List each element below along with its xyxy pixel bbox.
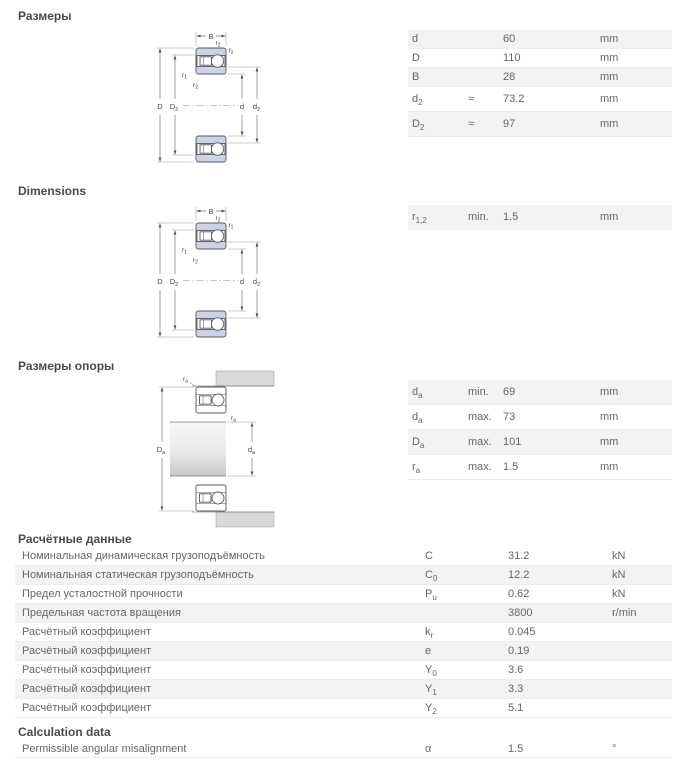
parameter-label: Permissible angular misalignment [22, 742, 187, 755]
parameter-label: Расчётный коэффициент [22, 645, 152, 657]
bearing-cross-section-diagram [150, 203, 280, 353]
unit-cell: mm [600, 118, 619, 130]
table-row [408, 430, 672, 455]
dim-label-ra-inner: $r_a$ [231, 415, 236, 424]
table-row [408, 405, 672, 430]
value-cell: 1.5 [503, 211, 519, 223]
unit-cell: mm [600, 436, 619, 448]
symbol-cell: $Y_1$ [425, 683, 437, 698]
dim-label-ra-top: $r_a$ [183, 376, 188, 385]
bearing-cross-section-diagram [150, 28, 280, 178]
symbol-cell: $D_2$ [412, 118, 425, 133]
table-row [15, 623, 672, 642]
value-cell: 73 [503, 411, 516, 423]
parameter-label: Расчётный коэффициент [22, 702, 152, 714]
value-cell: 1.5 [503, 461, 519, 473]
table-row [15, 604, 672, 623]
unit-cell: kN [612, 569, 626, 581]
unit-cell: kN [612, 588, 626, 600]
section-heading-dimensions-en: Dimensions [18, 184, 87, 198]
value-cell: 0.19 [508, 645, 530, 657]
abutment-dimensions-diagram [152, 370, 282, 528]
unit-cell: mm [600, 93, 619, 105]
unit-cell: mm [600, 461, 619, 473]
value-cell: 1.5 [508, 742, 524, 755]
unit-cell: mm [600, 52, 619, 64]
dim-label-D2: $D_2$ [169, 102, 179, 113]
dim-label-r1-left: $r_1$ [182, 72, 187, 81]
table-row [15, 547, 672, 566]
symbol-cell: C [425, 550, 433, 562]
table-row [15, 680, 672, 699]
symbol-cell: d [412, 33, 419, 45]
dim-label-d: d [239, 277, 245, 286]
symbol-cell: $P_u$ [425, 588, 437, 603]
parameter-label: Номинальная статическая грузоподъёмность [22, 569, 254, 581]
symbol-cell: $r_a$ [412, 461, 421, 476]
dim-label-D: D [157, 277, 163, 286]
dim-label-d: d [239, 102, 245, 111]
dim-label-r1-left: $r_1$ [182, 247, 187, 256]
symbol-cell: $C_0$ [425, 569, 438, 584]
value-cell: 101 [503, 436, 522, 448]
table-row [408, 205, 672, 230]
qualifier-cell: ≈ [468, 93, 475, 105]
table-row [15, 585, 672, 604]
symbol-cell: $d_a$ [412, 411, 423, 426]
dim-label-da: $d_a$ [247, 445, 256, 456]
unit-cell: r/min [612, 607, 637, 619]
symbol-cell: α [425, 742, 432, 755]
housing-section [216, 512, 274, 527]
table-row [408, 87, 672, 112]
section-heading-dimensions-ru: Размеры [18, 9, 72, 23]
symbol-cell: $Y_0$ [425, 664, 437, 679]
unit-cell: mm [600, 71, 619, 83]
dim-label-D2: $D_2$ [169, 277, 179, 288]
table-row [15, 642, 672, 661]
dim-label-r2-left: $r_2$ [193, 82, 198, 91]
table-row [15, 661, 672, 680]
table-row [408, 49, 672, 68]
dim-label-r1-right: $r_1$ [228, 222, 234, 231]
parameter-label: Номинальная динамическая грузоподъёмность [22, 550, 265, 562]
symbol-cell: $d_a$ [412, 386, 423, 401]
table-row [408, 112, 672, 137]
symbol-cell: $Y_2$ [425, 702, 437, 717]
unit-cell: mm [600, 411, 619, 423]
unit-cell: mm [600, 386, 619, 398]
qualifier-cell: max. [468, 461, 492, 473]
abutment-table [408, 380, 672, 480]
parameter-label: Предельная частота вращения [22, 607, 181, 619]
unit-cell: mm [600, 33, 619, 45]
value-cell: 28 [503, 71, 516, 83]
value-cell: 31.2 [508, 550, 530, 562]
value-cell: 5.1 [508, 702, 524, 714]
section-heading-calcdata-ru: Расчётные данные [18, 532, 132, 546]
qualifier-cell: min. [468, 211, 489, 223]
table-row [15, 740, 672, 758]
table-row [408, 30, 672, 49]
value-cell: 12.2 [508, 569, 530, 581]
dim-label-r2-top: $r_2$ [215, 215, 221, 224]
value-cell: 0.045 [508, 626, 536, 638]
value-cell: 73.2 [503, 93, 525, 105]
dimensions-table-en [408, 205, 672, 230]
section-heading-abutment: Размеры опоры [18, 359, 115, 373]
unit-cell: kN [612, 550, 626, 562]
unit-cell: mm [600, 211, 619, 223]
table-row [408, 380, 672, 405]
symbol-cell: $k_r$ [425, 626, 434, 641]
value-cell: 0.62 [508, 588, 530, 600]
parameter-label: Расчётный коэффициент [22, 664, 152, 676]
parameter-label: Расчётный коэффициент [22, 626, 152, 638]
value-cell: 3.6 [508, 664, 524, 676]
value-cell: 97 [503, 118, 516, 130]
value-cell: 3800 [508, 607, 533, 619]
dim-label-r2-top: $r_2$ [215, 40, 221, 49]
dim-label-r2-left: $r_2$ [193, 257, 198, 266]
calculation-data-table-en [15, 740, 672, 758]
symbol-cell: e [425, 645, 432, 657]
table-row [15, 699, 672, 718]
symbol-cell: B [412, 71, 420, 83]
table-row [408, 455, 672, 480]
dim-label-D: D [157, 102, 163, 111]
qualifier-cell: ≈ [468, 118, 475, 130]
dim-label-d2: $d_2$ [252, 102, 261, 113]
table-row [408, 68, 672, 87]
dimensions-table-ru [408, 30, 672, 137]
value-cell: 69 [503, 386, 516, 398]
symbol-cell: $d_2$ [412, 93, 423, 108]
value-cell: 60 [503, 33, 516, 45]
dim-label-B: B [208, 31, 214, 41]
symbol-cell: D [412, 52, 420, 64]
dim-label-B: B [208, 206, 214, 216]
dim-label-r1-right: $r_1$ [228, 47, 234, 56]
shaft-section [170, 422, 226, 476]
unit-cell: ° [612, 742, 617, 755]
table-row [15, 566, 672, 585]
qualifier-cell: min. [468, 386, 489, 398]
value-cell: 3.3 [508, 683, 524, 695]
section-heading-calcdata-en: Calculation data [18, 725, 111, 739]
housing-section [216, 371, 274, 386]
value-cell: 110 [503, 52, 521, 64]
symbol-cell: $D_a$ [412, 436, 425, 451]
qualifier-cell: max. [468, 411, 492, 423]
calculation-data-table-ru [15, 547, 672, 718]
parameter-label: Расчётный коэффициент [22, 683, 152, 695]
parameter-label: Предел усталостной прочности [22, 588, 183, 600]
symbol-cell: $r_{1,2}$ [412, 211, 427, 226]
dim-label-Da: $D_a$ [156, 445, 166, 456]
qualifier-cell: max. [468, 436, 492, 448]
dim-label-d2: $d_2$ [252, 277, 261, 288]
